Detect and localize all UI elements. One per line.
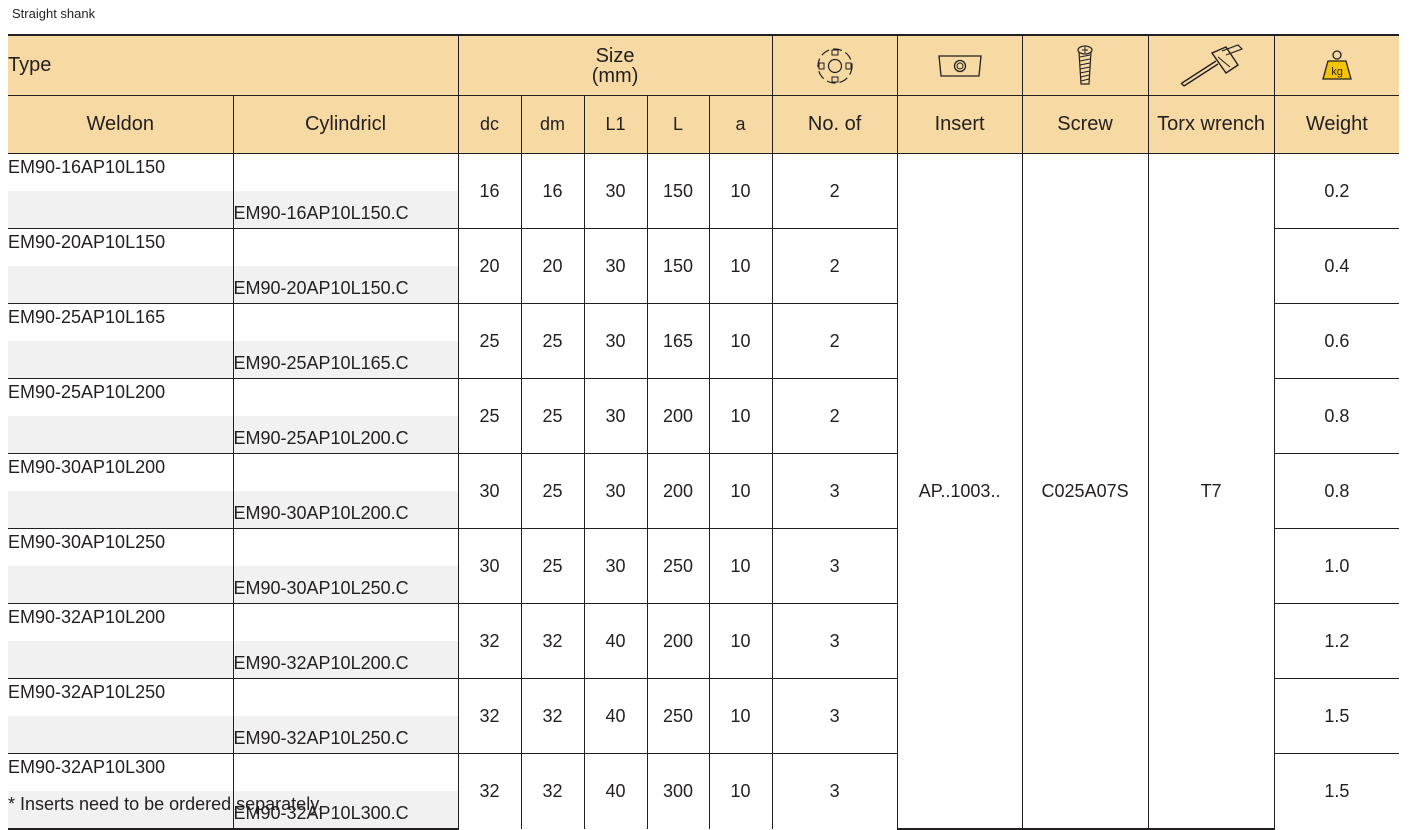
weldon-spacer — [8, 266, 233, 304]
no-of-value: 3 — [772, 754, 897, 830]
cylindrical-code: EM90-30AP10L200.C — [233, 491, 458, 529]
size-header-line2: (mm) — [591, 64, 639, 87]
weldon-spacer — [8, 716, 233, 754]
a-value: 10 — [709, 229, 772, 304]
no-of-value: 3 — [772, 679, 897, 754]
weldon-code: EM90-32AP10L300 — [8, 754, 233, 792]
a-value: 10 — [709, 454, 772, 529]
dc-value: 25 — [458, 304, 521, 379]
no-of-header: No. of — [772, 96, 897, 154]
cylindrical-code: EM90-32AP10L250.C — [233, 716, 458, 754]
footnote: * Inserts need to be ordered separately. — [8, 794, 323, 814]
cylindrical-spacer — [233, 754, 458, 792]
dm-value: 20 — [521, 229, 584, 304]
dm-value: 16 — [521, 154, 584, 229]
weight-header: Weight — [1274, 96, 1399, 154]
dc-value: 30 — [458, 529, 521, 604]
cylindrical-spacer — [233, 229, 458, 267]
weight-value: 0.2 — [1274, 154, 1399, 229]
cylindrical-spacer — [233, 154, 458, 192]
weldon-code: EM90-25AP10L200 — [8, 379, 233, 417]
dc-header: dc — [458, 96, 521, 154]
torx-wrench-icon — [1176, 43, 1246, 89]
dc-value: 16 — [458, 154, 521, 229]
a-value: 10 — [709, 379, 772, 454]
weldon-spacer — [8, 491, 233, 529]
a-value: 10 — [709, 754, 772, 830]
no-of-value: 3 — [772, 454, 897, 529]
no-of-value: 2 — [772, 304, 897, 379]
l-value: 250 — [647, 679, 709, 754]
weight-value: 1.5 — [1274, 754, 1399, 830]
weldon-code: EM90-30AP10L200 — [8, 454, 233, 492]
l-value: 250 — [647, 529, 709, 604]
weldon-spacer — [8, 191, 233, 229]
dm-value: 32 — [521, 604, 584, 679]
cylindrical-spacer — [233, 679, 458, 717]
cylindrical-code: EM90-25AP10L200.C — [233, 416, 458, 454]
cutter-face-icon — [815, 46, 855, 86]
screw-icon — [1073, 44, 1097, 88]
cylindrical-code: EM90-25AP10L165.C — [233, 341, 458, 379]
l1-header: L1 — [584, 96, 647, 154]
weight-value: 0.6 — [1274, 304, 1399, 379]
dm-value: 32 — [521, 754, 584, 830]
l1-value: 30 — [584, 154, 647, 229]
dm-value: 25 — [521, 529, 584, 604]
dc-value: 30 — [458, 454, 521, 529]
weldon-header: Weldon — [8, 96, 233, 154]
l-value: 150 — [647, 154, 709, 229]
dc-value: 32 — [458, 754, 521, 830]
size-header-line1: Size — [595, 44, 635, 67]
weight-value: 1.0 — [1274, 529, 1399, 604]
weight-icon-label: kg — [1331, 65, 1343, 78]
cylindrical-code: EM90-20AP10L150.C — [233, 266, 458, 304]
l-value: 200 — [647, 604, 709, 679]
weight-icon-cell — [1274, 35, 1399, 96]
torx-icon-cell — [1148, 35, 1274, 96]
cylindrical-spacer — [233, 604, 458, 642]
weight-value: 0.8 — [1274, 454, 1399, 529]
l1-value: 30 — [584, 304, 647, 379]
l1-value: 30 — [584, 229, 647, 304]
weldon-code: EM90-32AP10L200 — [8, 604, 233, 642]
screw-value: C025A07S — [1022, 154, 1148, 830]
type-header: Type — [8, 35, 458, 96]
spec-table — [8, 34, 1399, 830]
weldon-code: EM90-16AP10L150 — [8, 154, 233, 192]
screw-header: Screw — [1022, 96, 1148, 154]
weight-value: 0.4 — [1274, 229, 1399, 304]
insert-header: Insert — [897, 96, 1022, 154]
weldon-code: EM90-32AP10L250 — [8, 679, 233, 717]
no-of-value: 3 — [772, 529, 897, 604]
l-value: 300 — [647, 754, 709, 830]
no-of-value: 3 — [772, 604, 897, 679]
l1-value: 30 — [584, 379, 647, 454]
cylindrical-header: Cylindricl — [233, 96, 458, 154]
a-value: 10 — [709, 679, 772, 754]
cylindrical-code: EM90-32AP10L300.C — [233, 791, 458, 829]
weldon-code: EM90-20AP10L150 — [8, 229, 233, 267]
l1-value: 40 — [584, 679, 647, 754]
table-body — [8, 154, 1399, 830]
dm-value: 25 — [521, 304, 584, 379]
a-value: 10 — [709, 604, 772, 679]
dm-value: 25 — [521, 454, 584, 529]
cylindrical-spacer — [233, 304, 458, 342]
dc-value: 20 — [458, 229, 521, 304]
l1-value: 40 — [584, 754, 647, 830]
torx-value: T7 — [1148, 154, 1274, 830]
weldon-spacer — [8, 341, 233, 379]
insert-icon-cell — [897, 35, 1022, 96]
cylindrical-spacer — [233, 529, 458, 567]
weldon-spacer — [8, 416, 233, 454]
cylindrical-code: EM90-16AP10L150.C — [233, 191, 458, 229]
table-row — [8, 154, 1399, 192]
l1-value: 40 — [584, 604, 647, 679]
l-value: 200 — [647, 379, 709, 454]
dc-value: 25 — [458, 379, 521, 454]
l-value: 200 — [647, 454, 709, 529]
weight-value: 0.8 — [1274, 379, 1399, 454]
a-value: 10 — [709, 529, 772, 604]
insert-icon — [936, 52, 984, 80]
table-caption: Straight shank — [12, 6, 96, 21]
no-of-icon-cell — [772, 35, 897, 96]
no-of-value: 2 — [772, 154, 897, 229]
no-of-value: 2 — [772, 379, 897, 454]
dc-value: 32 — [458, 604, 521, 679]
weight-value: 1.5 — [1274, 679, 1399, 754]
cylindrical-code: EM90-32AP10L200.C — [233, 641, 458, 679]
dm-header: dm — [521, 96, 584, 154]
insert-value: AP..1003.. — [897, 154, 1022, 830]
cylindrical-spacer — [233, 379, 458, 417]
dm-value: 32 — [521, 679, 584, 754]
torx-header: Torx wrench — [1148, 96, 1274, 154]
a-value: 10 — [709, 304, 772, 379]
l1-value: 30 — [584, 454, 647, 529]
a-value: 10 — [709, 154, 772, 229]
weldon-spacer — [8, 566, 233, 604]
weight-value: 1.2 — [1274, 604, 1399, 679]
size-header — [458, 35, 772, 96]
dc-value: 32 — [458, 679, 521, 754]
weldon-code: EM90-25AP10L165 — [8, 304, 233, 342]
weldon-spacer — [8, 641, 233, 679]
no-of-value: 2 — [772, 229, 897, 304]
screw-icon-cell — [1022, 35, 1148, 96]
l-value: 165 — [647, 304, 709, 379]
dm-value: 25 — [521, 379, 584, 454]
l1-value: 30 — [584, 529, 647, 604]
l-header: L — [647, 96, 709, 154]
cylindrical-code: EM90-30AP10L250.C — [233, 566, 458, 604]
cylindrical-spacer — [233, 454, 458, 492]
weight-kg-icon — [1320, 49, 1354, 83]
a-header: a — [709, 96, 772, 154]
weldon-code: EM90-30AP10L250 — [8, 529, 233, 567]
l-value: 150 — [647, 229, 709, 304]
